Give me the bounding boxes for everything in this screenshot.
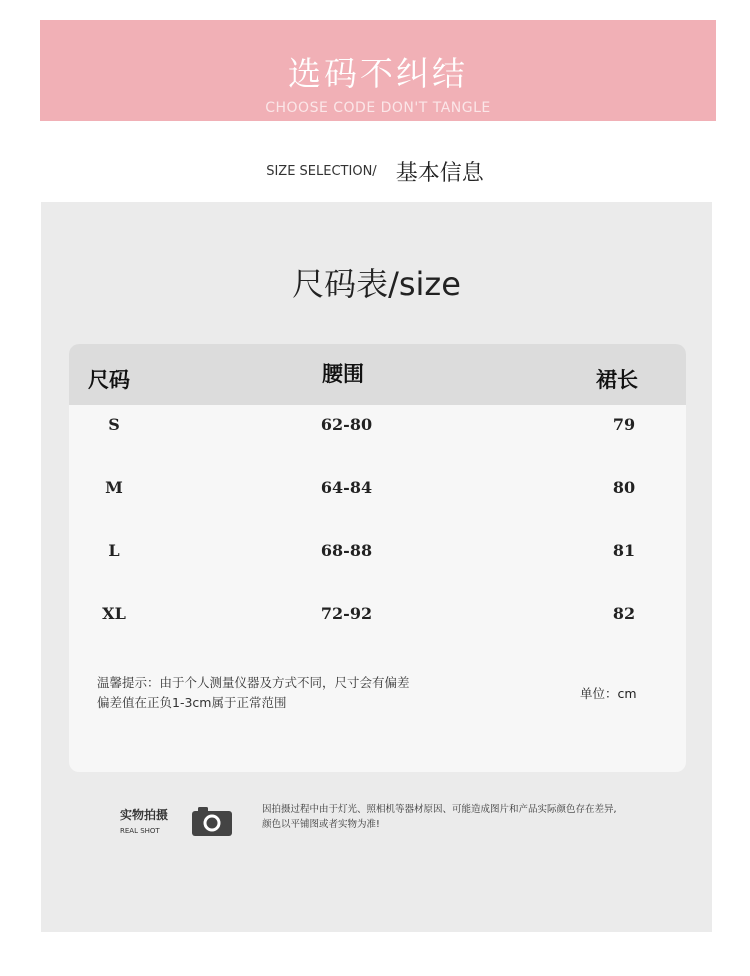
panel-title: 尺码表/size <box>292 265 461 303</box>
real-shot-label <box>120 806 168 835</box>
header-size: 尺码 <box>88 368 130 392</box>
section-heading <box>0 156 750 188</box>
real-shot-en: REAL SHOT <box>120 827 160 835</box>
table-row <box>69 542 686 605</box>
table-row <box>69 479 686 542</box>
cell-length: 80 <box>612 478 636 497</box>
photo-disclaimer <box>262 802 682 832</box>
real-shot-cn: 实物拍摄 <box>120 808 169 822</box>
cell-size: M <box>105 478 123 497</box>
table-row <box>69 416 686 479</box>
header-length: 裙长 <box>596 368 638 392</box>
camera-icon <box>192 806 232 836</box>
note-line-2: 偏差值在正负1-3cm属于正常范围 <box>97 695 287 710</box>
section-heading-cn: 基本信息 <box>395 161 484 186</box>
banner-title: 选码不纠结 <box>288 54 468 93</box>
disclaimer-line-2: 颜色以平铺图或者实物为准! <box>262 819 380 830</box>
banner-subtitle: CHOOSE CODE DON'T TANGLE <box>265 100 491 116</box>
size-table <box>69 344 686 772</box>
cell-size: XL <box>102 604 126 623</box>
cell-length: 79 <box>612 415 636 434</box>
cell-waist: 72-92 <box>320 604 373 623</box>
unit-label: 单位：cm <box>580 686 637 701</box>
banner <box>40 20 716 121</box>
disclaimer-line-1: 因拍摄过程中由于灯光、照相机等器材原因、可能造成图片和产品实际颜色存在差异, <box>262 804 617 815</box>
cell-size: S <box>108 415 120 434</box>
cell-length: 81 <box>612 541 636 560</box>
cell-size: L <box>108 541 120 560</box>
cell-waist: 62-80 <box>320 415 373 434</box>
cell-length: 82 <box>612 604 636 623</box>
size-panel <box>41 202 712 932</box>
section-heading-en: SIZE SELECTION/ <box>266 164 377 179</box>
table-header <box>69 344 686 405</box>
note-line-1: 温馨提示：由于个人测量仪器及方式不同，尺寸会有偏差 <box>97 675 410 690</box>
cell-waist: 68-88 <box>320 541 373 560</box>
header-waist: 腰围 <box>322 362 364 386</box>
measurement-note <box>97 673 477 713</box>
cell-waist: 64-84 <box>320 478 373 497</box>
table-row <box>69 605 686 668</box>
